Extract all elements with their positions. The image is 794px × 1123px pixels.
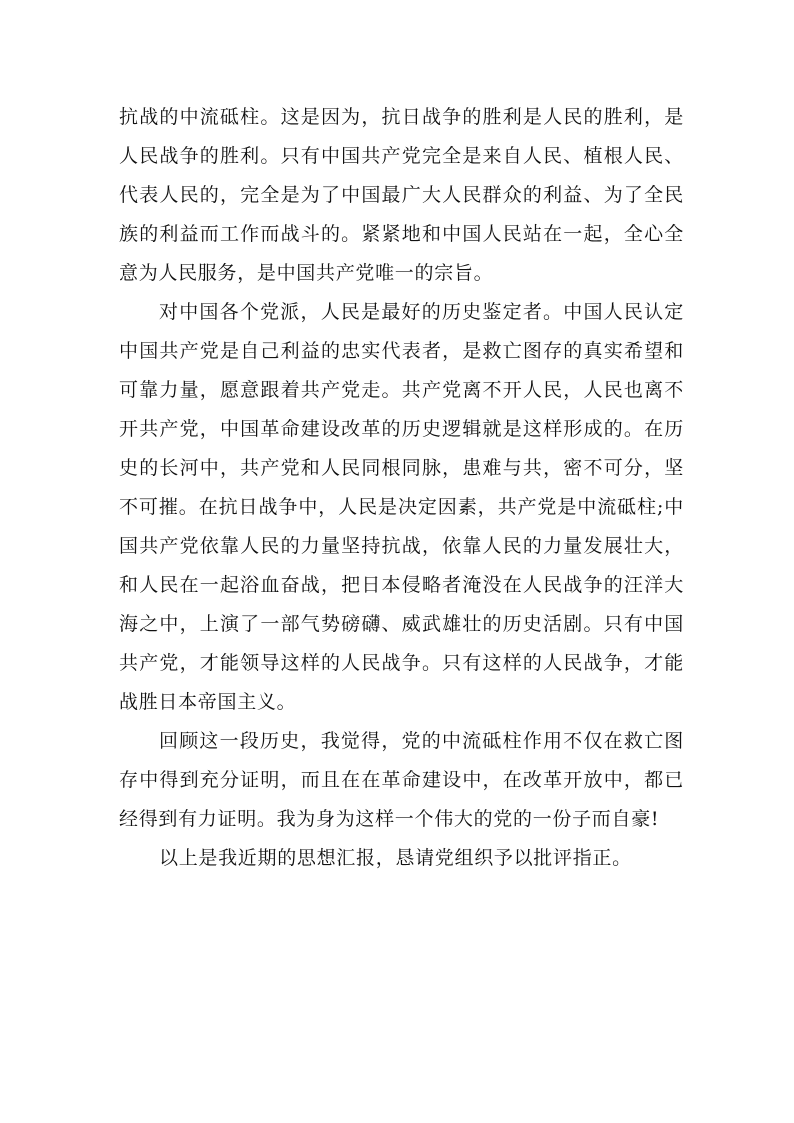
paragraph-2: 对中国各个党派，人民是最好的历史鉴定者。中国人民认定中国共产党是自己利益的忠实代表者，是救亡图存的真实希望和可靠力量，愿意跟着共产党走。共产党离不开人民，人民也离不开共产党，中国革命建设改革的历史逻辑就是这样形成的。在历史的长河中，共产党和人民同根同脉，患难与共，密不可分，坚不可摧。在抗日战争中，人民是决定因素，共产党是中流砥柱;中国共产党依靠人民的力量坚持抗战，依靠人民的力量发展壮大，和人民在一起浴血奋战，把日本侵略者淹没在人民战争的汪洋大海之中，上演了一部气势磅礴、威武雄壮的历史活剧。只有中国共产党，才能领导这样的人民战争。只有这样的人民战争，才能战胜日本帝国主义。: [119, 301, 684, 713]
paragraph-4: 以上是我近期的思想汇报，恳请党组织予以批评指正。: [159, 847, 632, 869]
document-body: [119, 98, 684, 878]
paragraph-1: 抗战的中流砥柱。这是因为，抗日战争的胜利是人民的胜利，是人民战争的胜利。只有中国共产党完全是来自人民、植根人民、代表人民的，完全是为了中国最广大人民群众的利益、为了全民族的利益而工作而战斗的。紧紧地和中国人民站在一起，全心全意为人民服务，是中国共产党唯一的宗旨。: [119, 106, 684, 284]
paragraph-3: 回顾这一段历史，我觉得，党的中流砥柱作用不仅在救亡图存中得到充分证明，而且在在革命建设中，在改革开放中，都已经得到有力证明。我为身为这样一个伟大的党的一份子而自豪!: [119, 730, 684, 830]
